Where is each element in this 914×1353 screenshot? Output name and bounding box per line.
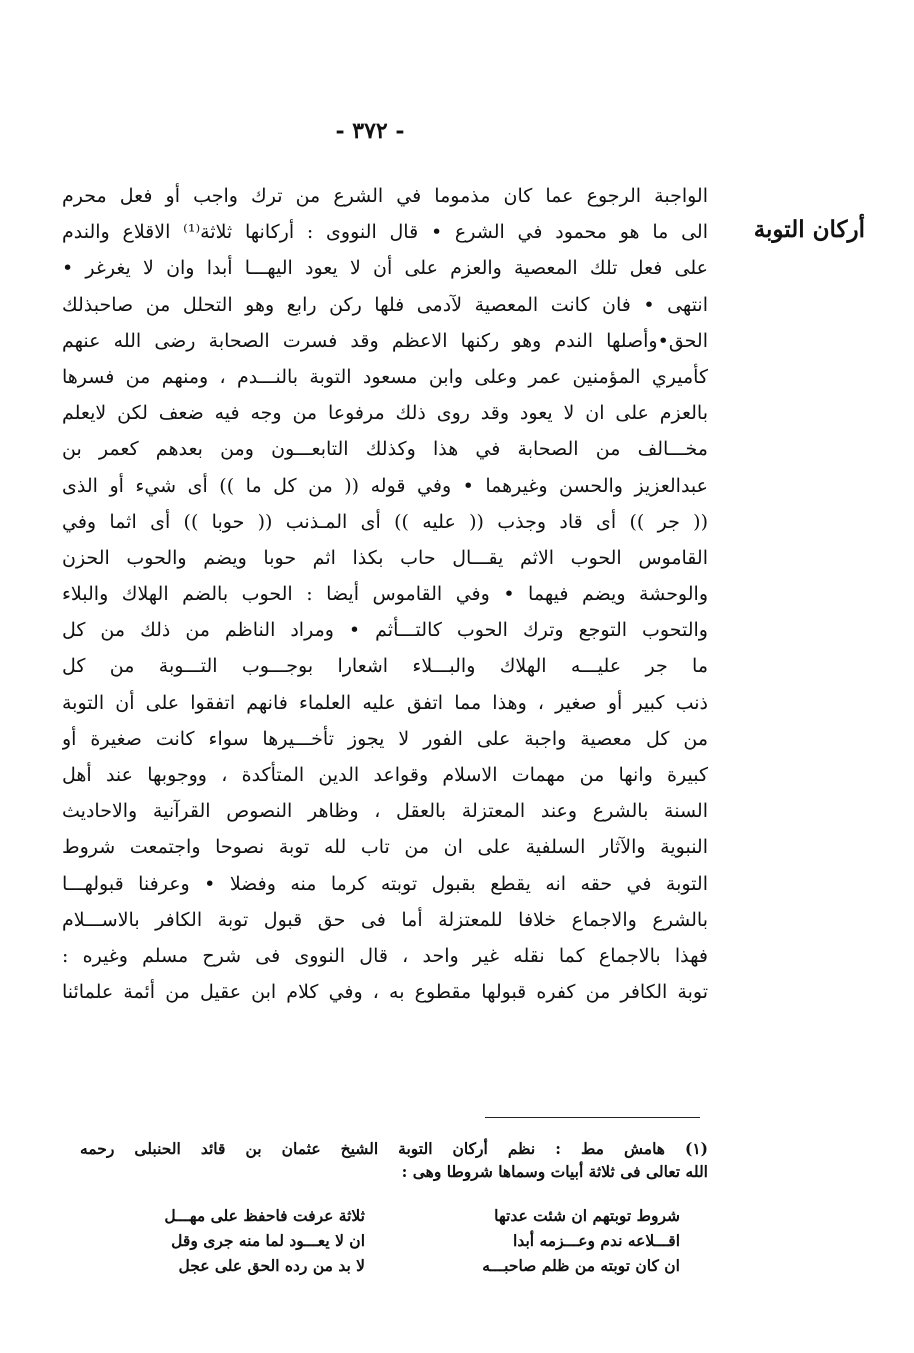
page-number: - ٣٧٢ - (335, 118, 405, 144)
body-line: بالشرع والاجماع خلافا للمعتزلة أما فى حق قبول توبة الكافر بالاســـلام (62, 908, 708, 931)
body-line: ذنب كبير أو صغير ، وهذا مما اتفق عليه العلماء فانهم اتفقوا على أن التوبة (62, 691, 708, 714)
poem-first-hemistich: شروط توبتهم ان شئت عدتها (494, 1206, 680, 1225)
poem-first-hemistich: ان كان توبته من ظلم صاحبـــه (482, 1256, 680, 1275)
footnote (80, 1137, 708, 1183)
body-line: ما جر عليـــه الهلاك والبـــلاء اشعارا بوجـــوب التـــوبة من كل (62, 655, 708, 678)
poem-second-hemistich: لا بد من رده الحق على عجل (178, 1256, 365, 1275)
body-line: كأميري المؤمنين عمر وعلى وابن مسعود التوبة بالنـــدم ، ومنهم من فسرها (62, 365, 708, 388)
body-line: بالعزم على ان لا يعود وقد روى ذلك مرفوعا من وجه فيه ضعف لكن لايعلم (62, 402, 708, 425)
body-line: من كل معصية واجبة على الفور لا يجوز تأخـــيرها سواء كانت صغيرة أو (62, 727, 708, 750)
poem-verse (80, 1228, 680, 1253)
body-line: الواجبة الرجوع عما كان مذموما في الشرع من ترك واجب أو فعل محرم (62, 185, 708, 207)
margin-heading: أركان التوبة (753, 216, 865, 243)
body-line: الحق•وأصلها الندم وهو ركنها الاعظم وقد فسرت الصحابة رضى الله عنهم (62, 329, 708, 352)
body-line: الى ما هو محمود في الشرع • قال النووى : أركانها ثلاثة⁽¹⁾ الاقلاع والندم (62, 221, 708, 244)
body-line: التوبة في حقه انه يقطع بقبول توبته كرما منه وفضلا • وعرفنا قبولهـــا (62, 872, 708, 895)
footnote-rule (485, 1117, 700, 1118)
body-line: القاموس الحوب الاثم يقـــال حاب بكذا اثم حوبا ويضم والحوب الحزن (62, 546, 708, 569)
body-line: عبدالعزيز والحسن وغيرهما • وفي قوله (( من كل ما )) أى شيء أو الذى (62, 474, 708, 497)
footnote-line: (١) هامش مط : نظم أركان التوبة الشيخ عثمان بن قائد الحنبلى رحمه (80, 1139, 708, 1158)
poem-second-hemistich: ثلاثة عرفت فاحفظ على مهـــل (164, 1206, 365, 1225)
body-line: توبة الكافر من كفره قبولها مقطوع به ، وفي كلام ابن عقيل من أئمة علمائنا (62, 981, 708, 1004)
body-line: النبوية والآثار السلفية على ان من تاب لله توبة نصوحا واجتمعت شروط (62, 836, 708, 859)
footnote-line: الله تعالى فى ثلاثة أبيات وسماها شروطا وهى : (401, 1162, 708, 1181)
body-line: على فعل تلك المعصية والعزم على أن لا يعود اليهـــا أبدا وان لا يغرغر • (62, 257, 708, 280)
body-line: فهذا بالاجماع كما نقله غير واحد ، قال النووى فى شرح مسلم وغيره : (62, 944, 708, 967)
poem-verse (80, 1253, 680, 1278)
footnote-poem (80, 1203, 680, 1278)
poem-verse (80, 1203, 680, 1228)
body-line: السنة بالشرع وعند المعتزلة بالعقل ، وظاهر النصوص القرآنية والاحاديث (62, 800, 708, 823)
poem-first-hemistich: اقـــلاعه ندم وعـــزمه أبدا (513, 1231, 680, 1250)
body-text (62, 178, 708, 1010)
poem-second-hemistich: ان لا يعـــود لما منه جرى وقل (171, 1231, 365, 1250)
body-line: والوحشة ويضم فيهما • وفي القاموس أيضا : الحوب بالضم الهلاك والبلاء (62, 583, 708, 606)
body-line: (( جر )) أى قاد وجذب (( عليه )) أى المـذنب (( حوبا )) أى اثما وفي (62, 510, 708, 533)
body-line: كبيرة وانها من مهمات الاسلام وقواعد الدين المتأكدة ، ووجوبها عند أهل (62, 764, 708, 786)
body-line: انتهى • فان كانت المعصية لآدمى فلها ركن رابع وهو التحلل من صاحبذلك (62, 293, 708, 316)
body-line: مخـــالف من الصحابة في هذا وكذلك التابعـــون ومن بعدهم كعمر بن (62, 438, 708, 461)
body-line: والتحوب التوجع وترك الحوب كالتـــأثم • ومراد الناظم من ذلك من كل (62, 619, 708, 642)
